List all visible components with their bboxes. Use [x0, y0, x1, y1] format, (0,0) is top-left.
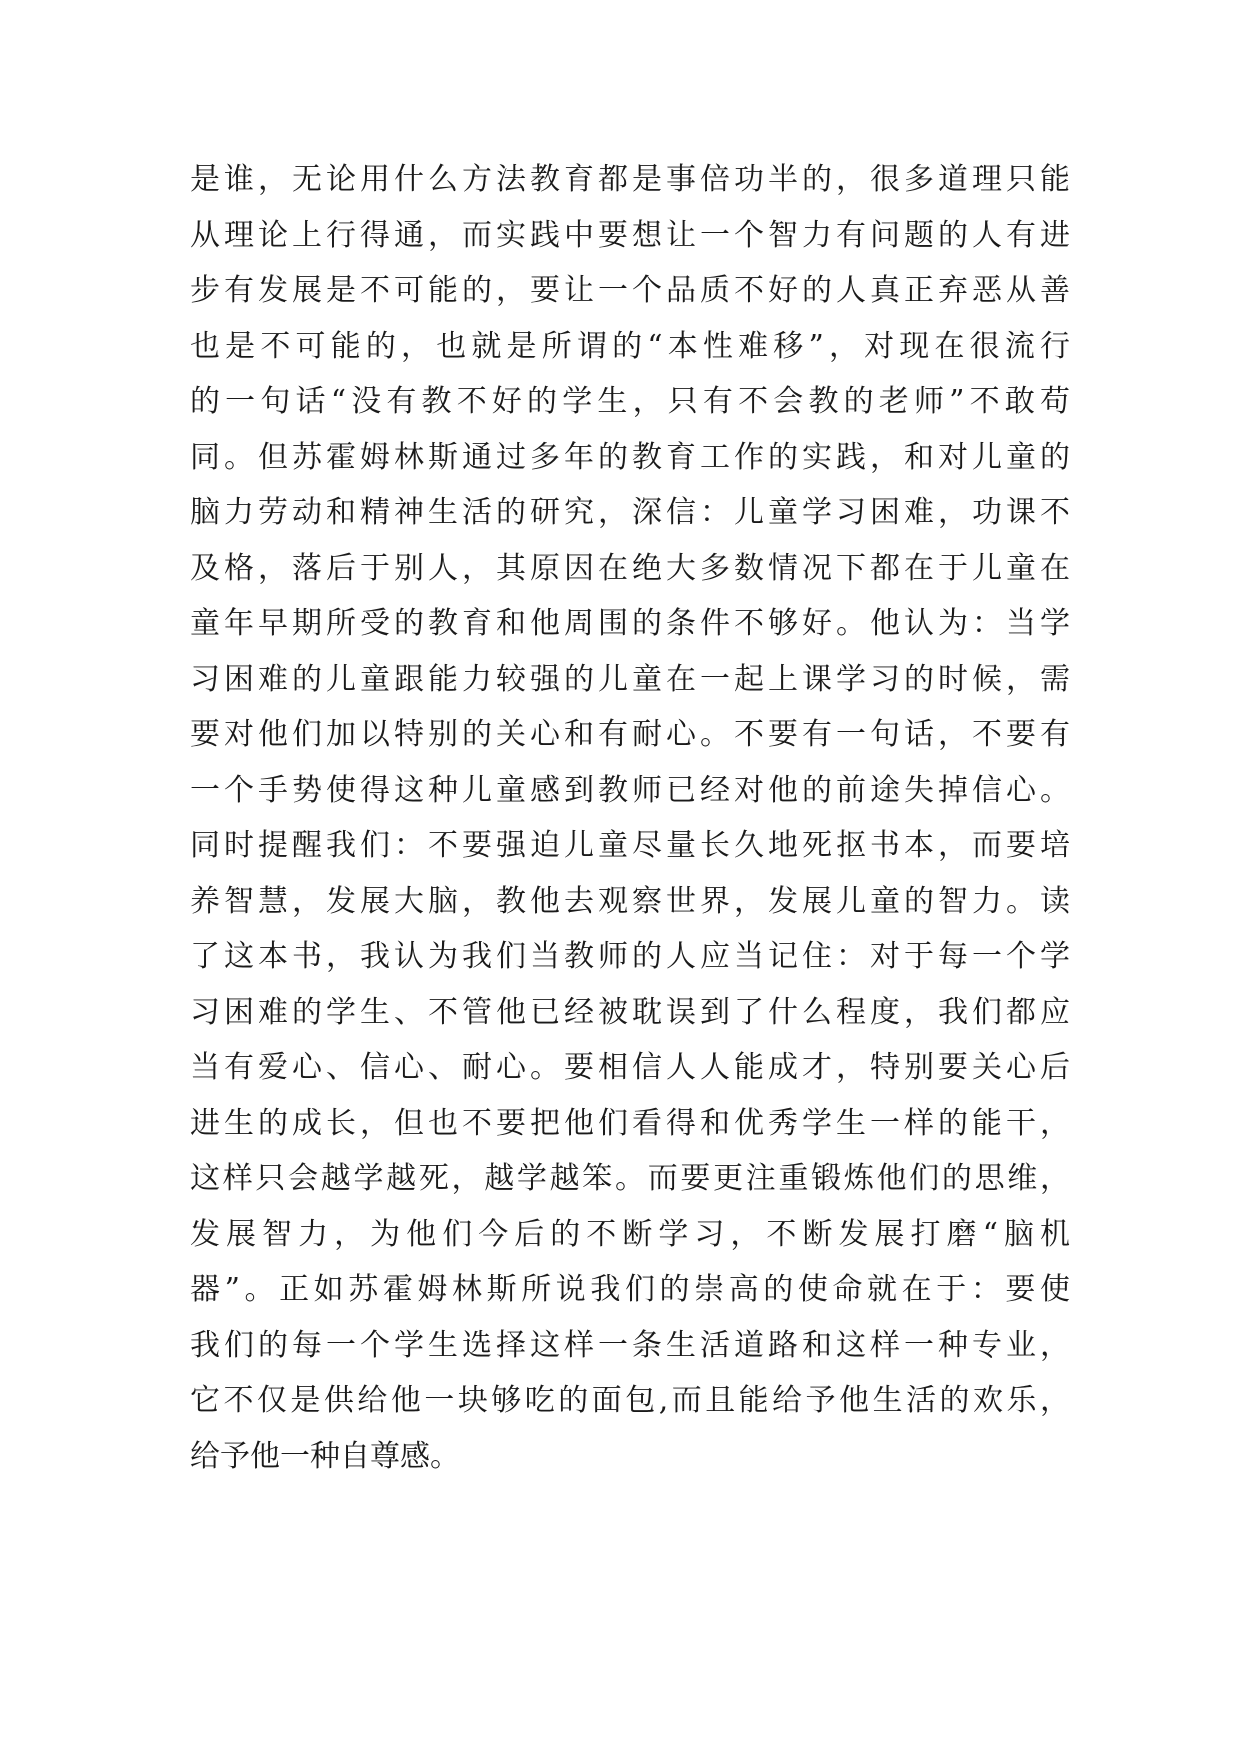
- text-line: 同时提醒我们：不要强迫儿童尽量长久地死抠书本，而要培: [190, 828, 1070, 863]
- text-line: 也是不可能的，也就是所谓的“本性难移”，对现在很流行: [190, 328, 1070, 364]
- text-line: 一个手势使得这种儿童感到教师已经对他的前途失掉信心。: [190, 772, 1070, 808]
- text-line: 步有发展是不可能的，要让一个品质不好的人真正弃恶从善: [190, 273, 1070, 308]
- text-line: 脑力劳动和精神生活的研究，深信：儿童学习困难，功课不: [190, 495, 1070, 530]
- text-line: 习困难的学生、不管他已经被耽误到了什么程度，我们都应: [190, 994, 1070, 1030]
- text-line: 我们的每一个学生选择这样一条生活道路和这样一种专业，: [190, 1327, 1070, 1363]
- text-line: 童年早期所受的教育和他周围的条件不够好。他认为：当学: [190, 606, 1070, 641]
- text-line: 及格，落后于别人，其原因在绝大多数情况下都在于儿童在: [190, 550, 1070, 586]
- body-paragraph: [190, 152, 1070, 1484]
- text-line: 它不仅是供给他一块够吃的面包,而且能给予他生活的欢乐，: [190, 1383, 1070, 1418]
- text-line: 养智慧，发展大脑，教他去观察世界，发展儿童的智力。读: [190, 883, 1070, 919]
- text-line: 给予他一种自尊感。: [190, 1438, 460, 1474]
- text-line: 发展智力，为他们今后的不断学习，不断发展打磨“脑机: [190, 1216, 1070, 1252]
- text-line: 当有爱心、信心、耐心。要相信人人能成才，特别要关心后: [190, 1050, 1070, 1085]
- text-line: 这样只会越学越死，越学越笨。而要更注重锻炼他们的思维，: [190, 1161, 1070, 1196]
- text-line: 的一句话“没有教不好的学生，只有不会教的老师”不敢苟: [190, 384, 1070, 419]
- text-line: 是谁，无论用什么方法教育都是事倍功半的，很多道理只能: [190, 162, 1070, 197]
- text-line: 要对他们加以特别的关心和有耐心。不要有一句话，不要有: [190, 717, 1070, 752]
- text-line: 习困难的儿童跟能力较强的儿童在一起上课学习的时候，需: [190, 661, 1070, 697]
- text-line: 从理论上行得通，而实践中要想让一个智力有问题的人有进: [190, 217, 1070, 253]
- text-line: 了这本书，我认为我们当教师的人应当记住：对于每一个学: [190, 939, 1070, 974]
- text-line: 进生的成长，但也不要把他们看得和优秀学生一样的能干，: [190, 1105, 1070, 1141]
- text-line: 同。但苏霍姆林斯通过多年的教育工作的实践，和对儿童的: [190, 439, 1070, 475]
- text-line: 器”。正如苏霍姆林斯所说我们的崇高的使命就在于：要使: [190, 1272, 1070, 1307]
